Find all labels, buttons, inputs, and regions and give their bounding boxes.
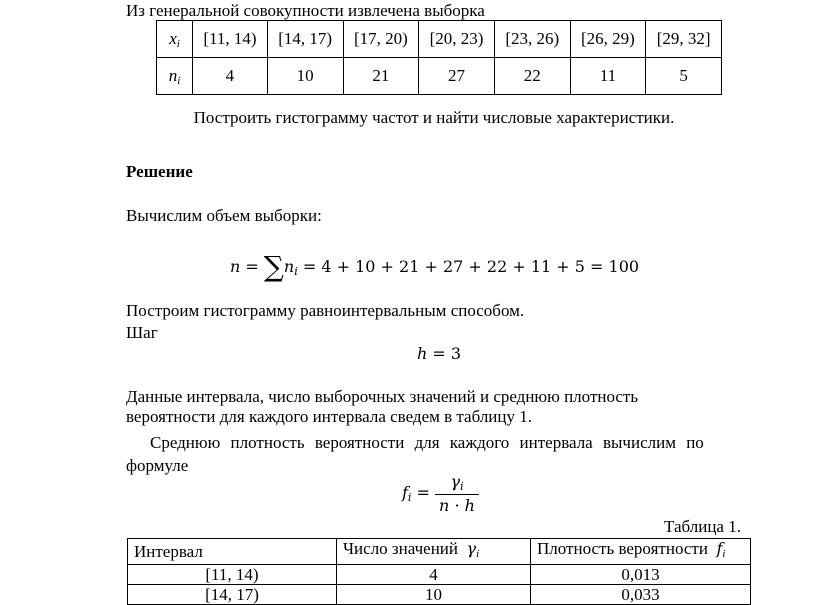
interval-cell: [26, 29): [570, 21, 646, 58]
interval-cell: [11, 14): [128, 565, 337, 585]
interval-cell: [14, 17): [128, 585, 337, 605]
interval-cell: [17, 20): [343, 21, 419, 58]
table-row: [128, 565, 751, 585]
results-table: [127, 538, 751, 605]
paragraph-line: Данные интервала, число выборочных значений и среднюю плотность: [126, 387, 639, 406]
table-caption: Таблица 1.: [664, 517, 741, 536]
count-cell: 10: [337, 585, 531, 605]
density-cell: 0,033: [531, 585, 751, 605]
row-label-x: $x_i$: [157, 21, 193, 58]
count-cell: 10: [267, 58, 343, 95]
table-row: [128, 585, 751, 605]
interval-cell: [14, 17): [267, 21, 343, 58]
formula-density: $f_i$ = $\frac{\gamma_i}{n \cdot h}$: [402, 472, 479, 515]
header-density: Плотность вероятности $f_i$: [531, 539, 751, 565]
intro-text: Из генеральной совокупности извлечена выборка: [126, 1, 485, 20]
count-cell: 5: [646, 58, 722, 95]
interval-cell: [11, 14): [193, 21, 268, 58]
density-cell: 0,013: [531, 565, 751, 585]
step-label: Шаг: [126, 323, 158, 342]
row-label-n: $n_i$: [157, 58, 193, 95]
solution-heading: Решение: [126, 162, 193, 181]
table-row-n: [157, 58, 722, 95]
count-cell: 11: [570, 58, 646, 95]
count-cell: 21: [343, 58, 419, 95]
count-cell: 4: [337, 565, 531, 585]
paragraph-line-justified: Среднюю плотность вероятности для каждого интервала вычислим по: [150, 433, 704, 452]
table-header-row: [128, 539, 751, 565]
formula-sample-size: $n = \sum n_i = 4 + 10 + 21 + 27 + 22 + 11 + 5 = 100$: [230, 250, 640, 283]
interval-cell: [20, 23): [419, 21, 495, 58]
interval-cell: [29, 32]: [646, 21, 722, 58]
header-count: Число значений $\gamma_i$: [337, 539, 531, 565]
count-cell: 4: [193, 58, 268, 95]
sample-table: [156, 20, 722, 95]
count-cell: 22: [494, 58, 570, 95]
table-row-x: [157, 21, 722, 58]
paragraph-line: формуле: [126, 456, 189, 475]
task-text: Построить гистограмму частот и найти числовые характеристики.: [193, 108, 675, 127]
histogram-text: Построим гистограмму равноинтервальным способом.: [126, 301, 525, 320]
density-fraction: $\frac{\gamma_i}{n \cdot h}$: [435, 472, 479, 515]
count-cell: 27: [419, 58, 495, 95]
volume-text: Вычислим объем выборки:: [126, 206, 322, 225]
paragraph-line: вероятности для каждого интервала сведем в таблицу 1.: [126, 407, 532, 426]
header-interval: Интервал: [128, 539, 337, 565]
interval-cell: [23, 26): [494, 21, 570, 58]
sum-symbol: ∑: [263, 250, 284, 283]
formula-step: h = 3: [417, 344, 462, 363]
